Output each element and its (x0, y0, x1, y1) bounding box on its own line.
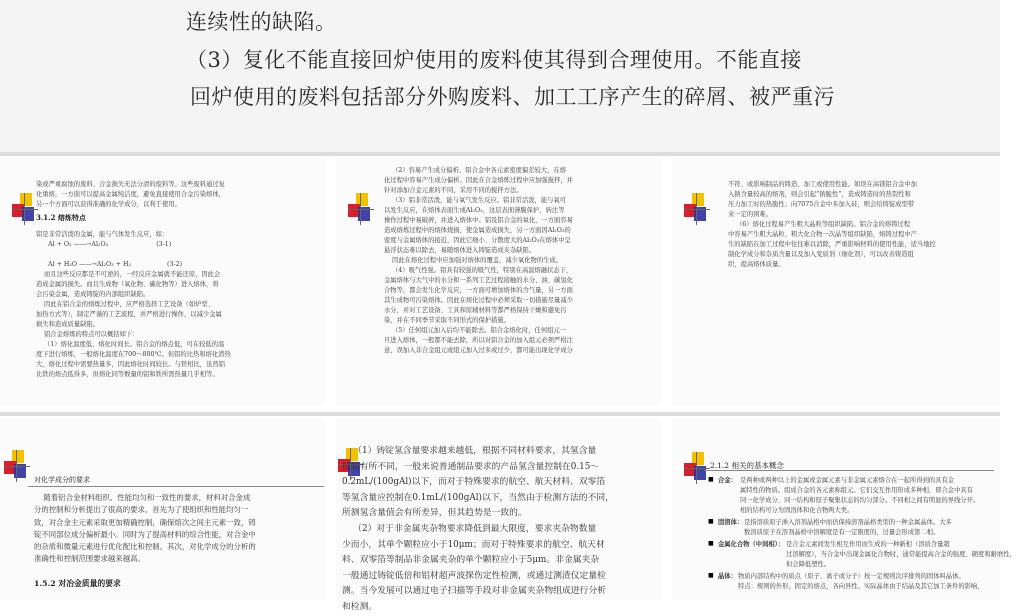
term-text: 是合金元素间发生相互作用而生成的一种新相（溶质含量超 过溶解度），当合金中出现金属化合物时，通常能提高合金的强度、硬度和耐磨性， 但会降低塑性。 (786, 541, 1016, 568)
slide-logo-icon (348, 193, 374, 225)
slide-logo-icon (4, 450, 30, 482)
slide-logo-icon (684, 452, 710, 484)
section-heading: 1.5.2 对冶金质量的要求 (34, 579, 121, 588)
slide-thumbnail-6[interactable] (672, 418, 1016, 600)
term-text: 是两种或两种以上的金属或金属元素与非金属元素熔合在一起所得到的具有金 属特性的物质。组成合金的各元素称组元。它们交互作用形成多种相，即合金中具有 同一化学成分、同一结构和原子聚集状态的均匀部分。不同相之间有明显的界线分开。 相的结构可分为固溶体和化合物两大类。 (740, 477, 980, 514)
bullet-icon: ■ (708, 518, 714, 525)
slide-body-text: 随着铝合金材料组织、性能均匀和一致性的要求，材料对合金成 分的控制和分析提出了很高的要求。首先为了使组织和性能均匀一 致，对合金主元素采取更加精确控制，确保熔次之间主元素一致，铸 锭不同部位成分偏析最小。同时为了提高材料的综合性能，对合金中 的杂质和微量元素进行优化配比和控制。其次，对化学成分的分析的 准确性和控制范围要求越来越高。 (34, 493, 256, 564)
title-rule (704, 470, 994, 471)
slide-logo-icon (12, 193, 38, 225)
slide-body-text: （1）铸锭氢含量要求越来越低，根据不同材料要求，其氢含量 控制有所不同，一般来说普通制品要求的产品氢含量控制在0.15～ 0.2mL/(100gAl)以下，而对于特殊要求的航空、航天材料、双零箔 等氢含量应控制在0.1mL/(100gAl)以下，当然由于检测方法的不同， 所测氢含量值会有所差异，但其趋势是一致的。 （2）对于非金属夹杂物要求降低到最大限度，要求夹杂物数量 少而小，其单个颗粒应小于10μm；而对于特殊要求的航空、航天材 料、双零箔等制品非金属夹杂的单个颗粒应小于5μm。非金属夹杂 一般通过铸锭低倍和铝材超声波探伤定性检测，或通过测渣仪定量检 测。当今发展可以通过电子扫描等手段对非金属夹杂物组成进行分析 和检测。 (342, 446, 614, 612)
term-text: 物质内部结构中的质点（原子、离子或分子）按一定规则次序排列的固体叫晶体。 特点：规则的外形，固定的熔点，各向异性。实际晶体由于结晶及其它加工条件的影响， (738, 573, 984, 590)
slide-thumbnail-3[interactable] (672, 158, 1000, 406)
bullet-list (708, 476, 1016, 594)
term-label: 金属化合物（中间相）： (718, 541, 785, 548)
divider (0, 152, 1000, 156)
list-item (708, 540, 1016, 572)
slide-thumbnail-1[interactable] (0, 158, 326, 406)
slide-body-text: （2）容易产生成分偏析。铝合金中各元素密度偏差较大，在熔 化过程中容易产生成分偏析。因此在合金熔炼过程中应加强搅拌，并 针对添加合金元素的不同，采用不同的搅拌方法。 （3）铝非常活泼，能与氧气发生反应。铝非常活泼，能与氧可 以发生反应，在熔体表面生成Al₂O₃，这层表面薄膜保护，转注等 操作过程中易破碎，并进入熔体中。铝及铝合金的氧化，一方面容易 造成熔炼过程中的熔体烧损，使金属造成损失，另一方面因Al₂O₃的 密度与金属熔体的接近，因此它细小、分散度大的Al₂O₃在熔体中呈 悬浮状态难以除去，易随熔体进入铸锭造成夹杂缺陷。 因此在熔化过程中应加强对熔体的覆盖，减少氧化物的生成。 （4）吸气性强。铝具有较强的吸气性，特别在高温熔融状态下， 金属熔体与大气中的水分和一系列工艺过程接触的水分、油、碳氢化 合物等，都会发生化学反应，一方面可增加熔体的含气量，另一方面 其生成物可污染熔体。因此在熔化过程中必须采取一切措施尽量减少 水分，并对工艺设备、工具和原辅材料等都严格保持干燥和避免污 染，并在不同季节采取不同形式的保护措施。 （5）任何组元加入后均不能除去。铝合金熔化时，任何组元一 旦进入熔体，一般都不能去除，所以对铝合金的加入组元必须严格注 意，误加入非合金组元或组元加入过多或过少，都可能出现化学成分 (384, 167, 573, 354)
slide-thumbnail-2[interactable] (336, 158, 662, 406)
hero-text-line: 连续性的缺陷。 (186, 10, 337, 34)
slide-title: 对化学成分的要求 (34, 476, 90, 484)
bullet-icon: ■ (708, 540, 714, 547)
slide-thumbnail-4[interactable] (0, 418, 326, 600)
term-label: 合金： (718, 477, 737, 484)
section-heading: 3.1.2 熔炼特点 (36, 213, 86, 222)
hero-text-line: 回炉使用的废料包括部分外购废料、加工工序产生的碎屑、被严重污 (190, 85, 835, 109)
slide-body-text: 不符、或影响制品的铸造、加工或使用性能。如误在高镁铝合金中加 入钠含量较高的熔剂，则会引起“钠脆性”，造成铸造时的热裂性和 压力加工时的热脆性；向7075合金中多加入硅，则会给铸锭成型带 来一定的困难。 （6）熔化过程易产生粗大晶粒等组织缺陷。铝合金的熔铸过程 中容易产生粗大晶粒、粗大化合物一次晶等组织缺陷，熔铸过程中产 生的缺陷在加工过程中往往难以消除，严重影响材料的使用性能，适当地控 制化学成分和杂质含量以及加入变质剂（细化剂），可以改善铸造组 织，提高熔体质量。 (728, 181, 936, 268)
term-label: 晶体： (718, 573, 737, 580)
section-heading: 2.1.2 相关的基本概念 (710, 461, 784, 470)
slide-thumbnail-5[interactable] (336, 418, 662, 612)
bullet-icon: ■ (708, 476, 714, 483)
slide-body-text: 染或严重腐蚀的废料、合金损失无法分清的废料等。这些废料通过复 化重熔，一方面可以提高金属纯洁度，避免直接使用合金污染熔体， 另一个方面可以获得准确的化学成分，以利于使用。 铝是非常活泼的金属，能与气体发生反应，如： Al + O₂ ——→Al₂O₃ (3-1) Al + H₂O ——→Al₂O₃ + H₂ (3-2) 而且这些反应都是不可逆的，一经反应金属就不能还原，因此会 造成金属的损失。而且生成物（氧化物、碳化物等）进入熔体，将 会污染金属，造成铸锭的内部组织缺陷。 因此在铝合金的熔炼过程中，应严格选择工艺设备（如炉型、 加热方式等），制定严谨的工艺流程，并严格进行操作，以减少金属 损失和造成质量缺陷。 铝合金熔炼的特点可以概括如下： （1）熔化温度低、熔化时间长。铝合金的熔点低，可在较低的温 度下进行熔炼，一般熔化温度在700～800℃。但铝的比热和熔化潜热 大，熔化过程中需要热量多，因此熔化时间较长。与铁相比，虽然铝 比铁的熔点低得多，但熔化同等数量的铝和铁所需热量几乎相等。 (36, 181, 231, 378)
title-rule (28, 486, 324, 487)
list-item (708, 572, 993, 594)
list-item (708, 518, 993, 540)
divider (0, 412, 1000, 416)
term-text: 是指溶质原子渗入溶剂晶格中而仍保持溶剂晶格类型的一种金属晶体。大多 数溶质原子在溶剂晶格中溶解度是有一定限度的，过量会形成第二相。 (744, 519, 952, 536)
hero-preview (0, 0, 1000, 152)
term-label: 固溶体： (718, 519, 744, 526)
slide-logo-icon (684, 193, 710, 225)
bullet-icon: ■ (708, 572, 714, 579)
hero-text-line: （3）复化不能直接回炉使用的废料使其得到合理使用。不能直接 (186, 48, 802, 72)
list-item (708, 476, 993, 518)
